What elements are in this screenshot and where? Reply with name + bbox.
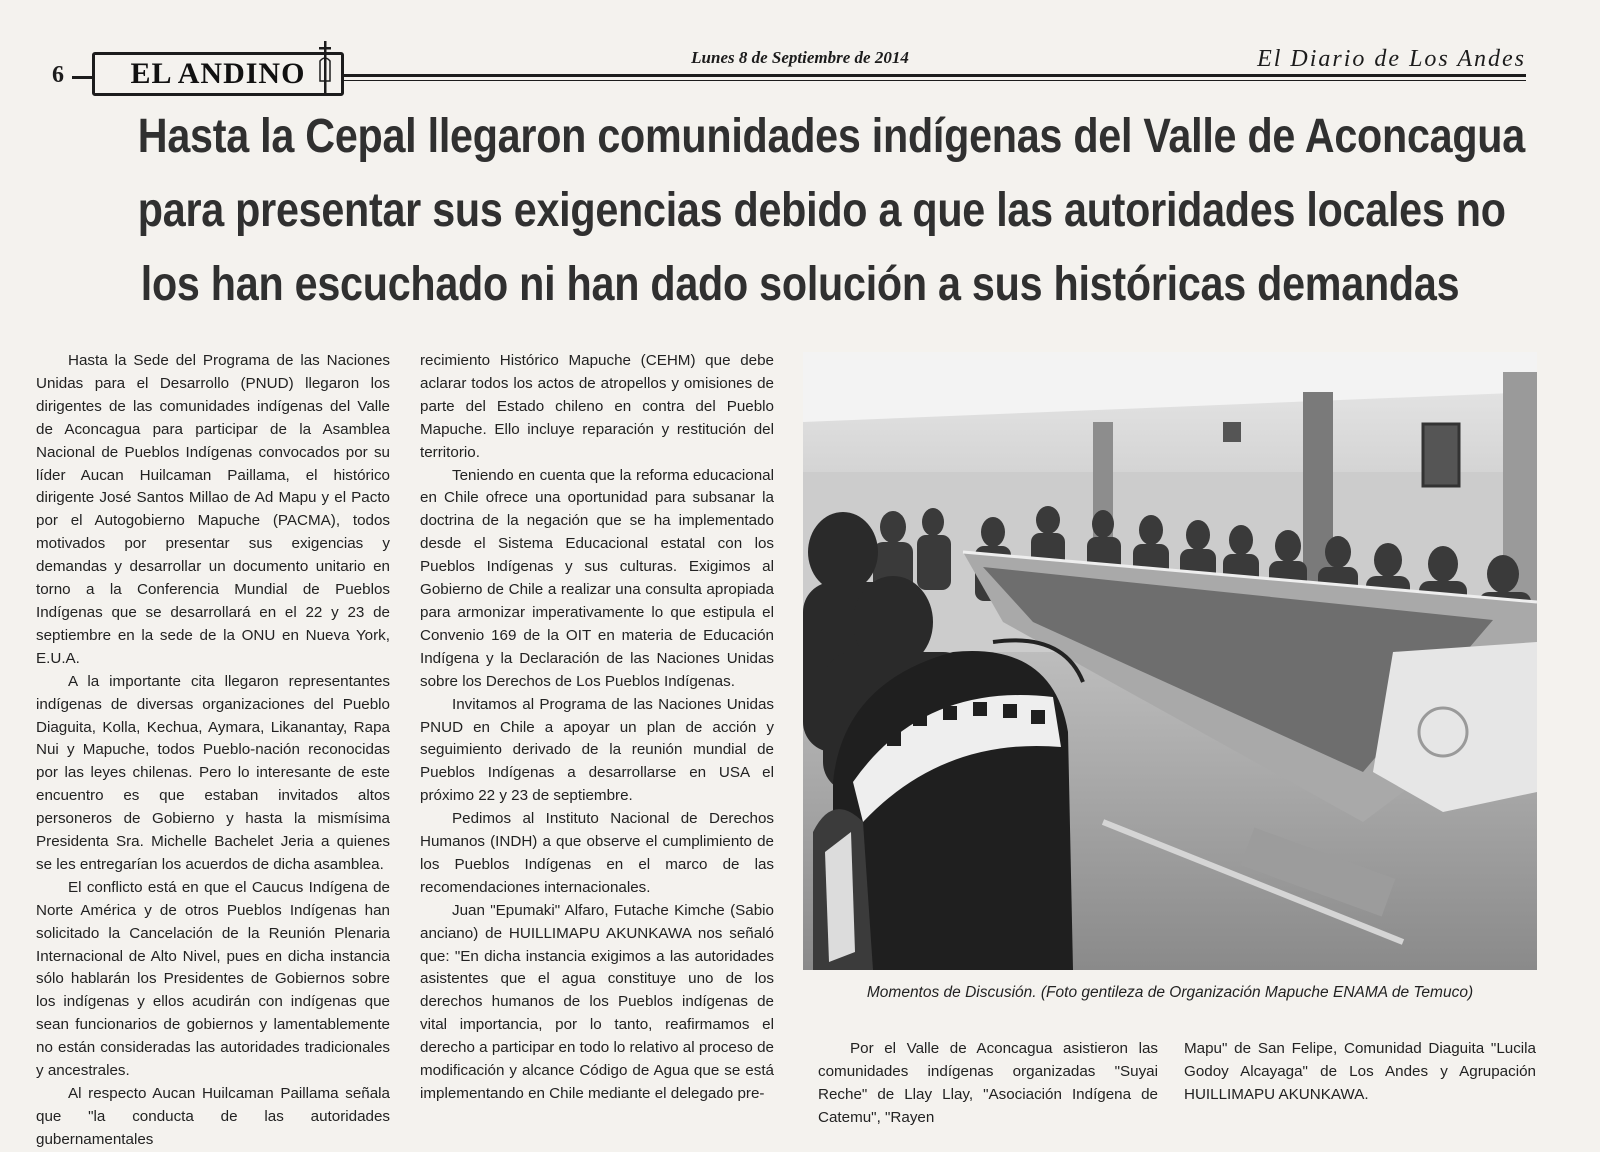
- article-column-3: [818, 1038, 1158, 1126]
- headline-line: los han escuchado ni han dado solución a sus históricas demandas: [140, 258, 1460, 311]
- article-column-4: [1184, 1038, 1536, 1103]
- masthead-rule: [344, 74, 1526, 77]
- photo-caption: Momentos de Discusión. (Foto gentileza de Organización Mapuche ENAMA de Temuco): [866, 984, 1474, 1001]
- cross-icon: [317, 41, 333, 93]
- article-headline: [137, 100, 1525, 322]
- meeting-photo: [803, 352, 1537, 970]
- paragraph: Pedimos al Instituto Nacional de Derechos Humanos (INDH) a que observe el cumplimiento de los Pueblos Indígenas en el marco de las recomendaciones internacionales.: [420, 810, 774, 896]
- newspaper-name: El Diario de Los Andes: [1257, 46, 1526, 72]
- headline-line: Hasta la Cepal llegaron comunidades indígenas del Valle de Aconcagua: [137, 110, 1525, 163]
- meeting-photo-illustration: [803, 352, 1537, 970]
- issue-date: Lunes 8 de Septiembre de 2014: [691, 48, 909, 67]
- paragraph: Al respecto Aucan Huilcaman Paillama señala que "la conducta de las autoridades gubernamentales: [36, 1085, 390, 1148]
- masthead-rule-thin: [344, 80, 1526, 81]
- section-logo: [92, 52, 344, 96]
- article-column-1: [36, 350, 390, 1148]
- paragraph: recimiento Histórico Mapuche (CEHM) que debe aclarar todos los actos de atropellos y omisiones de parte del Estado chileno en contra del Pueblo Mapuche. Ello incluye reparación y restitución del territorio.: [420, 352, 774, 461]
- paragraph: Hasta la Sede del Programa de las Naciones Unidas para el Desarrollo (PNUD) llegaron los dirigentes de las comunidades indígenas del Valle de Aconcagua para participar de la Asamblea Nacional de Pueblos Indígenas convocados por su líder Aucan Huilcaman Paillama, el histórico dirigente José Santos Millao de Ad Mapu y el Pacto por el Autogobierno Mapuche (PACMA), todos motivados por presentar sus exigencias y demandas y desarrollar un documento unitario en torno a la Conferencia Mundial de Pueblos Indígenas que se desarrollará en el 22 y 23 de septiembre en la sede de la ONU en Nueva York, E.U.A.: [36, 352, 390, 667]
- page-number: 6: [52, 62, 64, 88]
- paragraph: Mapu" de San Felipe, Comunidad Diaguita "Lucila Godoy Alcayaga" de Los Andes y Agrupación HUILLIMAPU AKUNKAWA.: [1184, 1040, 1536, 1103]
- paragraph: Teniendo en cuenta que la reforma educacional en Chile ofrece una oportunidad para subsanar la doctrina de la negación que se ha implementado desde el Sistema Educacional estatal con los Pueblos Indígenas y sus culturas. Exigimos al Gobierno de Chile a realizar una consulta apropiada para armonizar imperativamente lo que estipula el Convenio 169 de la OIT en materia de Educación Indígena y la Declaración de las Naciones Unidas sobre los Derechos de Los Pueblos Indígenas.: [420, 466, 774, 690]
- headline-line: para presentar sus exigencias debido a que las autoridades locales no: [137, 184, 1506, 237]
- article-column-2: [420, 350, 774, 1102]
- paragraph: A la importante cita llegaron representantes indígenas de diversas organizaciones del Pueblo Diaguita, Kolla, Kechua, Aymara, Likanantay, Rapa Nui y Mapuche, todos Pueblo-nación reconocidas por las leyes chilenas. Pero lo interesante de este encuentro es que estaban invitados altos personeros de Gobierno y hasta la mismísima Presidenta Sra. Michelle Bachelet Jeria a quienes se les entregarían los acuerdos de dicha asamblea.: [36, 672, 390, 873]
- paragraph: Invitamos al Programa de las Naciones Unidas PNUD en Chile a apoyar un plan de acción y seguimiento derivado de la reunión mundial de Pueblos Indígenas a desarrollarse en USA el próximo 22 y 23 de septiembre.: [420, 695, 774, 805]
- paragraph: Por el Valle de Aconcagua asistieron las comunidades indígenas organizadas "Suyai Reche" de Llay Llay, "Asociación Indígena de Catemu", "Rayen: [818, 1040, 1158, 1126]
- paragraph: El conflicto está en que el Caucus Indígena de Norte América y de otros Pueblos Indígenas han solicitado la Cancelación de la Reunión Plenaria Internacional de Alto Nivel, pues en dicha instancia sólo hablarán los Presidentes de Gobiernos sobre los indígenas y ellos acudirán con indígenas que sean funcionarios de gobiernos y lamentablemente no están consideradas las autoridades tradicionales y ancestrales.: [36, 878, 390, 1080]
- paragraph: Juan "Epumaki" Alfaro, Futache Kimche (Sabio anciano) de HUILLIMAPU AKUNKAWA nos señaló que: "En dicha instancia exigimos a las autoridades asistentes que el agua constituye uno de los derechos humanos de los Pueblos indígenas de vital importancia, por lo tanto, reafirmamos el derecho a participar en todo lo relativo al proceso de modificación y alcance Código de Agua que se está implementando en Chile mediante el delegado pre-: [420, 901, 774, 1102]
- masthead-rule-left: [72, 76, 94, 79]
- section-logo-text: EL ANDINO: [130, 57, 306, 90]
